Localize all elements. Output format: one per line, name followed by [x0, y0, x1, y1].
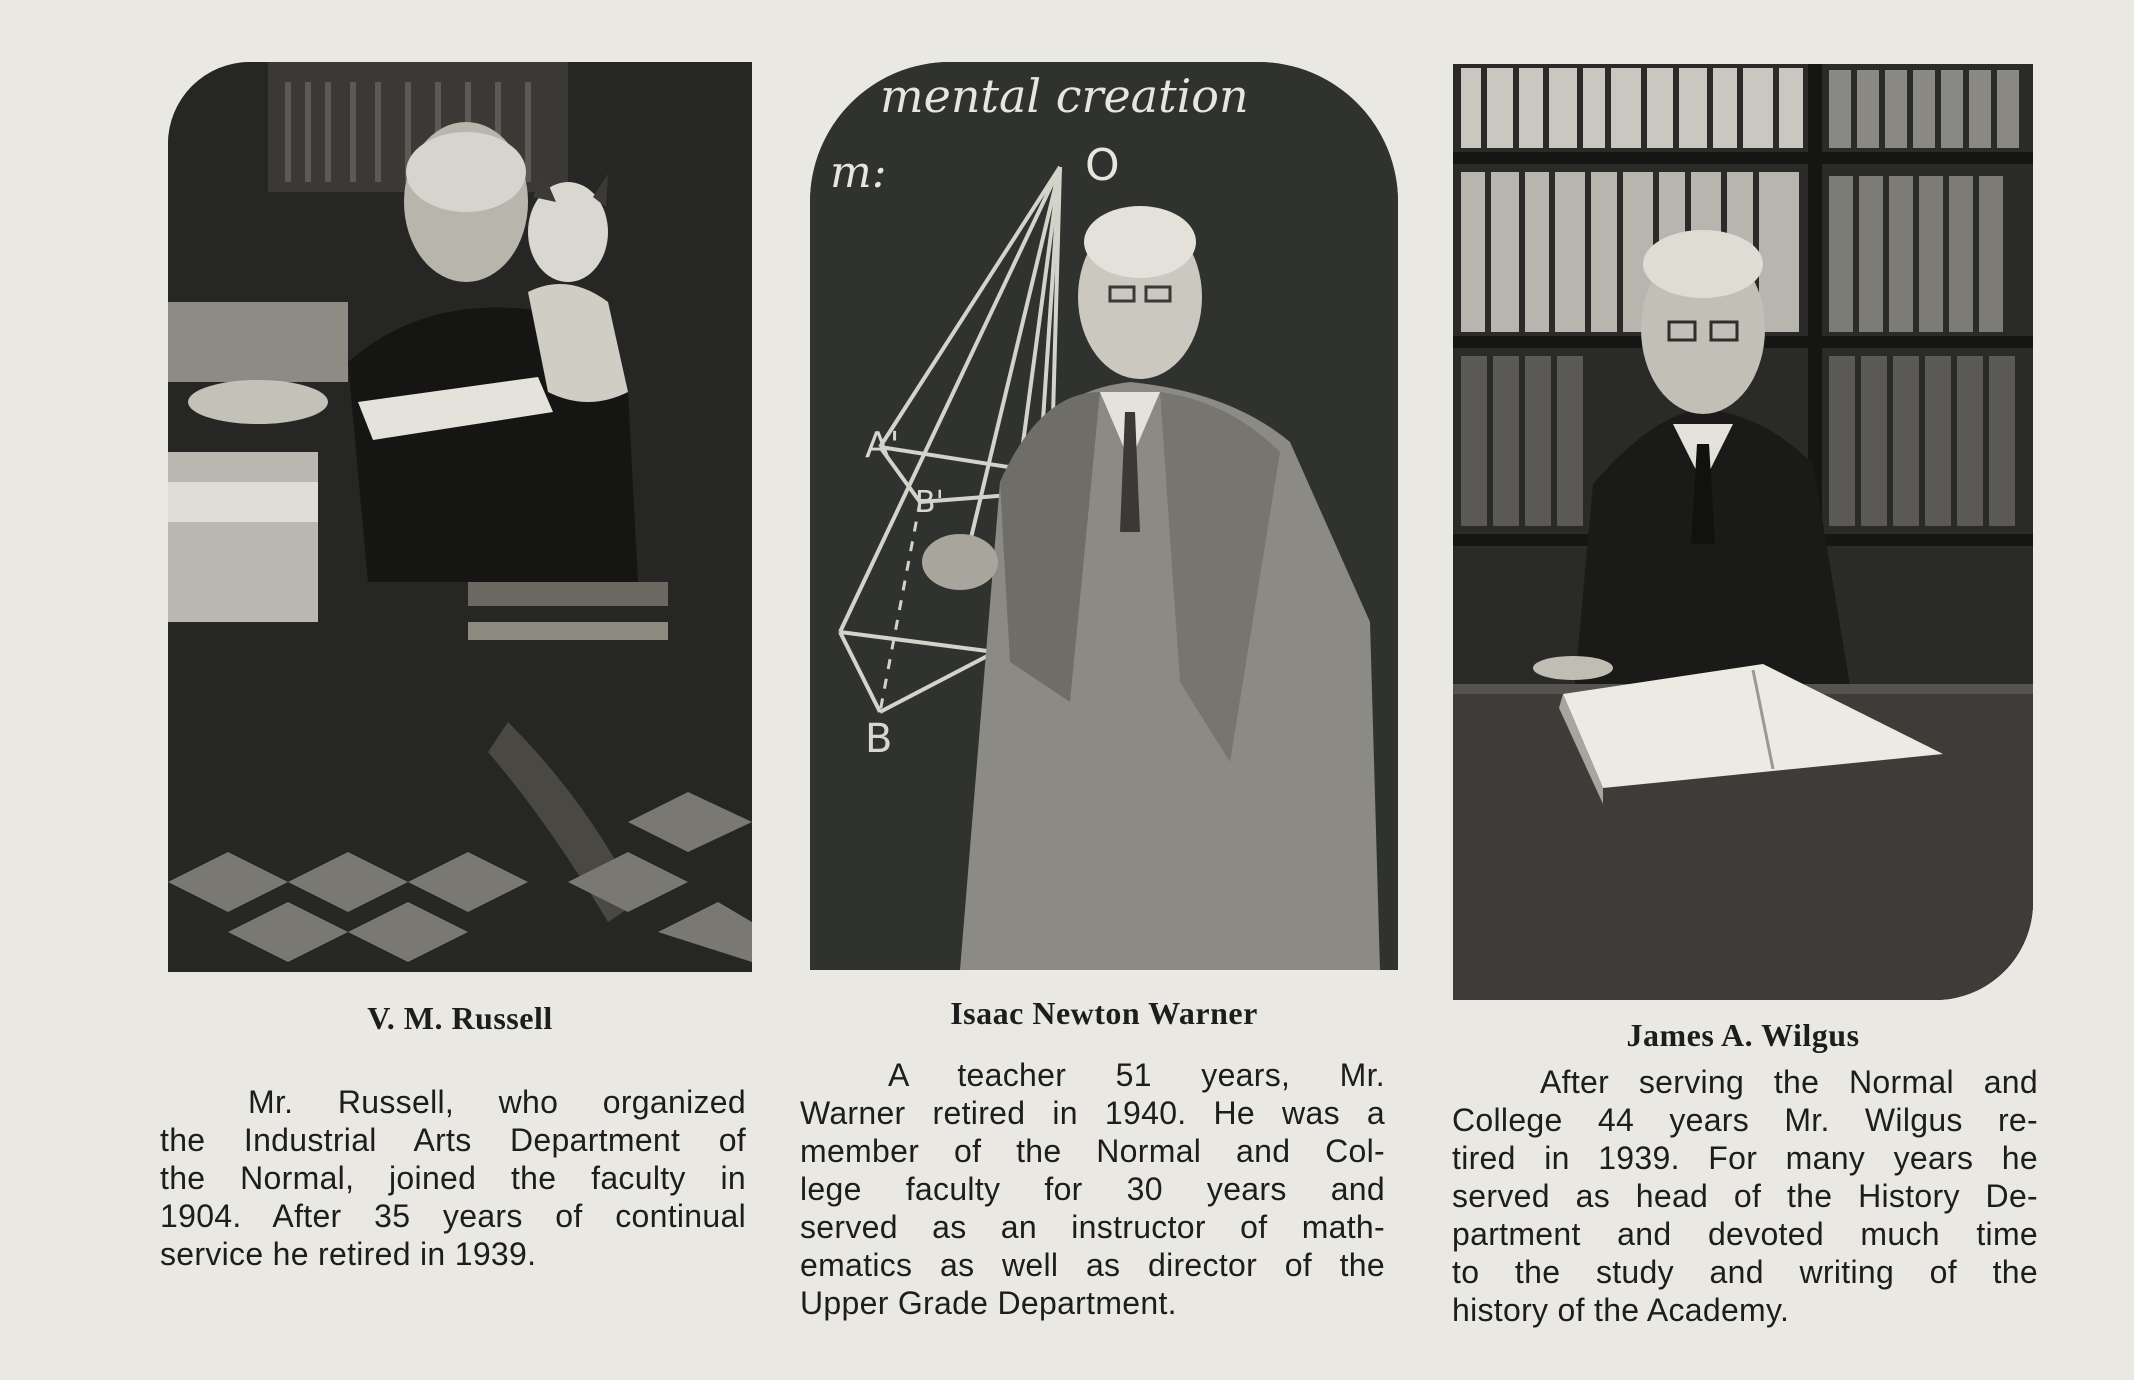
russell-name: V. M. Russell: [367, 1000, 553, 1036]
wilgus-caption: [1452, 1063, 2038, 1329]
russell-caption-line: the Industrial Arts Department of: [160, 1122, 746, 1158]
russell-caption-line: service he retired in 1939.: [160, 1236, 537, 1272]
blackboard-label-b1: B': [915, 485, 944, 520]
warner-caption: [800, 1056, 1385, 1322]
warner-caption-line: lege faculty for 30 years and: [800, 1171, 1385, 1207]
wilgus-name: James A. Wilgus: [1626, 1017, 1860, 1053]
blackboard-label-b2: B: [865, 716, 893, 762]
blackboard-top-text: mental creation: [880, 69, 1249, 123]
wilgus-photo: [1453, 64, 2033, 1000]
russell-caption-line: 1904. After 35 years of continual: [160, 1198, 746, 1234]
blackboard-left-text: m:: [830, 147, 887, 198]
warner-photo: [810, 62, 1398, 970]
blackboard-apex-label: O: [1085, 140, 1120, 191]
warner-caption-line: A teacher 51 years, Mr.: [888, 1057, 1385, 1093]
russell-photo: [168, 62, 752, 972]
wilgus-caption-line: After serving the Normal and: [1540, 1064, 2038, 1100]
wilgus-caption-line: tired in 1939. For many years he: [1452, 1140, 2038, 1176]
wilgus-caption-line: served as head of the History De-: [1452, 1178, 2038, 1214]
warner-caption-line: Upper Grade Department.: [800, 1285, 1177, 1321]
warner-caption-line: member of the Normal and Col-: [800, 1133, 1385, 1169]
russell-caption-line: the Normal, joined the faculty in: [160, 1160, 746, 1196]
wilgus-caption-line: partment and devoted much time: [1452, 1216, 2038, 1252]
blackboard-label-a: A': [865, 425, 900, 466]
warner-name: Isaac Newton Warner: [950, 995, 1258, 1031]
wilgus-caption-line: history of the Academy.: [1452, 1292, 1790, 1328]
russell-caption-line: Mr. Russell, who organized: [248, 1084, 746, 1120]
wilgus-caption-line: to the study and writing of the: [1452, 1254, 2038, 1290]
warner-caption-line: Warner retired in 1940. He was a: [800, 1095, 1385, 1131]
russell-caption: [160, 1083, 746, 1273]
wilgus-caption-line: College 44 years Mr. Wilgus re-: [1452, 1102, 2038, 1138]
warner-caption-line: served as an instructor of math-: [800, 1209, 1385, 1245]
warner-caption-line: ematics as well as director of the: [800, 1247, 1385, 1283]
